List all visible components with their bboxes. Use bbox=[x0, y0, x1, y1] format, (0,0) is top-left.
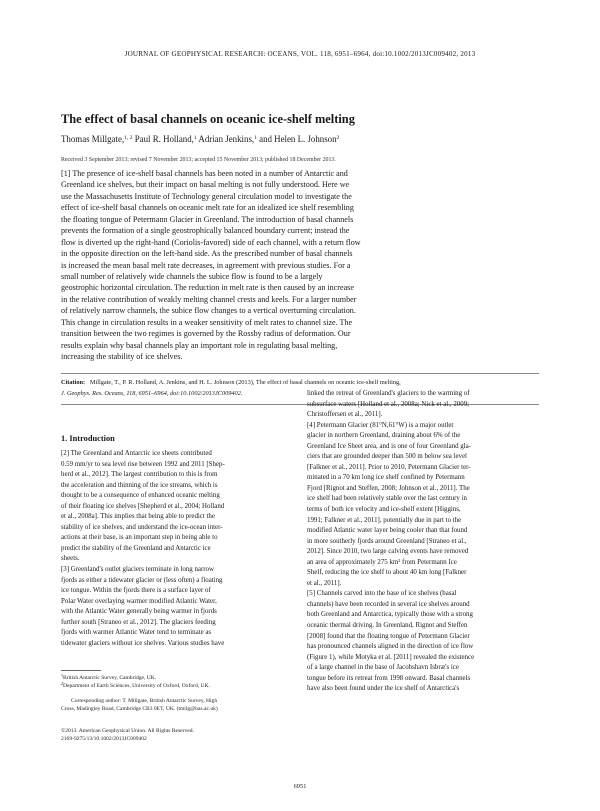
body-line: Shelf, reducing the ice shelf to about 40 km long [Falkner bbox=[307, 569, 467, 577]
citation-line: J. Geophys. Res. Oceans, 118, 6951–6964, doi:10.1002/2013JC009402. bbox=[61, 389, 243, 397]
abstract-line: increasing the stability of ice shelves. bbox=[61, 352, 183, 361]
page-number: 6951 bbox=[293, 783, 307, 790]
body-line: [3] Greenland's outlet glaciers terminate in long narrow bbox=[61, 566, 214, 574]
corresponding-line: Cross, Madingley Road, Cambridge CB3 0ET, UK. (tmilg@bas.ac.uk) bbox=[61, 706, 218, 713]
abstract bbox=[61, 168, 539, 362]
body-line: [4] Petermann Glacier (81°N,61°W) is a major outlet bbox=[307, 421, 454, 429]
footnote-rule bbox=[61, 670, 101, 671]
body-line: oceanic thermal driving. In Greenland, Rignot and Steffen bbox=[307, 622, 468, 630]
body-line: subsurface waters [Holland et al., 2008a; Nick et al., 2009; bbox=[307, 400, 470, 408]
running-head: JOURNAL OF GEOPHYSICAL RESEARCH: OCEANS, VOL. 118, 6951–6964, doi:10.1002/2013JC009402, 2013 bbox=[124, 50, 476, 58]
abstract-line: results explain why basal channels play an important role in regulating basal melting, bbox=[61, 340, 338, 350]
body-line: of a large channel in the base of Jacobshavn Isbræ's ice bbox=[307, 664, 459, 672]
section-heading: 1. Introduction bbox=[61, 434, 115, 443]
body-line: tongue before its retreat from 1998 onward. Basal channels bbox=[307, 674, 471, 682]
publication-dates: Received 3 September 2013; revised 7 November 2013; accepted 15 November 2013; published 18 December 2013. bbox=[61, 157, 336, 163]
body-line: linked the retreat of Greenland's glaciers to the warming of bbox=[307, 390, 470, 397]
citation-top-rule bbox=[61, 373, 539, 374]
affiliation-marker: 2 bbox=[336, 135, 340, 141]
body-line: [Falkner et al., 2011]. Prior to 2010, Petermann Glacier ter- bbox=[307, 463, 471, 471]
author-name: Paul R. Holland, bbox=[132, 134, 194, 144]
body-line: Polar Water overlaying warmer modified Atlantic Water, bbox=[61, 597, 217, 605]
body-line: 0.59 mm/yr to sea level rise between 1992 and 2011 [Shep- bbox=[61, 460, 225, 468]
abstract-line: effect of ice-shelf basal channels on oceanic melt rate for an idealized ice shelf resembling bbox=[61, 203, 354, 213]
body-line: terms of both ice velocity and ice-shelf extent [Higgins, bbox=[307, 506, 461, 514]
abstract-line: in the opposite direction on the left-hand side. As the prescribed number of basal channels bbox=[61, 249, 353, 259]
body-line: et al., 2008a]. This implies that being able to predict the bbox=[61, 513, 215, 521]
author-name: Adrian Jenkins, bbox=[196, 134, 255, 144]
left-column bbox=[61, 449, 293, 649]
body-line: [2008] found that the floating tongue of Petermann Glacier bbox=[307, 632, 470, 640]
author-name: Thomas Millgate, bbox=[61, 134, 125, 144]
abstract-line: flow is diverted up the right-hand (Coriolis-favored) side of each channel, with a return flow bbox=[61, 237, 361, 247]
affiliation-marker: 1 bbox=[61, 673, 63, 678]
body-line: Greenland Ice Sheet area, and is one of four Greenland gla- bbox=[307, 442, 471, 450]
body-line: 1991; Falkner et al., 2011], potentially due in part to the bbox=[307, 516, 462, 524]
body-line: ciers that are grounded deeper than 500 m below sea level bbox=[307, 453, 467, 461]
body-line: channels) have been recorded in several ice shelves around bbox=[307, 600, 470, 608]
abstract-line: This change in circulation results in a weaker sensitivity of melt rates to channel size. The bbox=[61, 317, 353, 327]
corresponding-author bbox=[61, 697, 301, 713]
body-line: et al., 2011]. bbox=[307, 579, 342, 587]
body-line: modified Atlantic water layer being cooler than that found bbox=[307, 527, 468, 535]
abstract-line: in the relative contribution of weakly melting channel crests and keels. For a larger number bbox=[61, 294, 357, 304]
body-line: glacier in northern Greenland, draining about 6% of the bbox=[307, 432, 461, 440]
abstract-line: is increased the mean basal melt rate decreases, in agreement with previous studies. For a bbox=[61, 260, 351, 270]
abstract-line: Greenland ice shelves, but their impact on basal melting is not fully understood. Here we bbox=[61, 180, 350, 190]
body-line: Fjord [Rignot and Steffen, 2008; Johnson et al., 2011]. The bbox=[307, 484, 470, 492]
body-line: herd et al., 2012]. The largest contribution to this is from bbox=[61, 471, 218, 479]
body-line: fjords with warmer Atlantic Water tend to terminate as bbox=[61, 629, 212, 637]
affiliation-line bbox=[61, 682, 301, 690]
body-line: actions at their base, is an important step in being able to bbox=[61, 534, 218, 542]
affiliation-marker: 1 bbox=[254, 135, 257, 141]
citation-line bbox=[61, 378, 541, 389]
body-line: predict the stability of the Greenland and Antarctic ice bbox=[61, 544, 211, 552]
author-name: and Helen L. Johnson bbox=[256, 134, 337, 144]
body-line: sheets. bbox=[61, 555, 80, 563]
citation-label: Citation: bbox=[61, 379, 86, 386]
abstract-line: geostrophic horizontal circulation. The reduction in melt rate is then caused by an increase bbox=[61, 283, 354, 293]
body-line: an area of approximately 275 km² from Petermann Ice bbox=[307, 558, 457, 566]
right-column bbox=[307, 389, 539, 695]
body-line: with the Atlantic Water generally being warmer in fjords bbox=[61, 608, 217, 616]
citation-text: Millgate, T., P. R. Holland, A. Jenkins, and H. L. Johnson (2013), The effect of basal channels on oceanic ice-shelf melting, bbox=[89, 379, 401, 386]
abstract-line: small number of relatively wide channels the subice flow is found to be a largely bbox=[61, 271, 323, 281]
body-line: has pronounced channels aligned in the direction of ice flow bbox=[307, 643, 474, 651]
abstract-line: the floating tongue of Petermann Glacier in Greenland. The introduction of basal channels bbox=[61, 214, 354, 224]
body-line: ice shelf had been relatively stable over the last century in bbox=[307, 495, 467, 503]
affiliation-text: Department of Earth Sciences, University of Oxford, Oxford, UK. bbox=[63, 683, 210, 690]
body-line: in more southerly fjords around Greenland [Straneo et al., bbox=[307, 537, 467, 545]
body-line: (Figure 1), while Motyka et al. [2011] revealed the existence bbox=[307, 653, 475, 661]
copyright-line: ©2013. American Geophysical Union. All Rights Reserved. bbox=[61, 728, 194, 734]
body-line: have also been found under the ice shelf of Antarctica's bbox=[307, 685, 460, 693]
affiliation-line bbox=[61, 674, 301, 682]
abstract-line: prevents the formation of a single geostrophically balanced boundary current; instead the bbox=[61, 226, 350, 236]
body-line: ice tongue. Within the fjords there is a surface layer of bbox=[61, 587, 211, 595]
copyright bbox=[61, 727, 301, 743]
body-line: stability of ice shelves, and understand the ice-ocean inter- bbox=[61, 523, 223, 531]
affiliation-text: British Antarctic Survey, Cambridge, UK. bbox=[63, 675, 157, 681]
body-line: further south [Straneo et al., 2012]. The glaciers feeding bbox=[61, 618, 216, 626]
body-line: of their floating ice shelves [Shepherd et al., 2004; Holland bbox=[61, 502, 225, 510]
author-list bbox=[61, 134, 339, 144]
abstract-line: use the Massachusetts Institute of Technology general circulation model to investigate the bbox=[61, 191, 352, 201]
body-line: both Greenland and Antarctica, typically those with a strong bbox=[307, 611, 473, 619]
affiliation-marker: 2 bbox=[61, 681, 63, 687]
body-line: thought to be a consequence of enhanced oceanic melting bbox=[61, 492, 220, 500]
article-title: The effect of basal channels on oceanic ice-shelf melting bbox=[61, 112, 355, 126]
abstract-line: transition between the two regimes is governed by the Rossby radius of deformation. Our bbox=[61, 329, 351, 339]
body-line: [2] The Greenland and Antarctic ice sheets contributed bbox=[61, 450, 212, 457]
corresponding-line: Corresponding author: T. Millgate, British Antarctic Survey, High bbox=[71, 698, 218, 704]
issn-line: 2169-9275/13/10.1002/2013JC009402 bbox=[61, 736, 147, 743]
affiliation-marker: 1, 2 bbox=[124, 135, 133, 141]
body-line: [5] Channels carved into the base of ice shelves (basal bbox=[307, 590, 457, 598]
body-line: tidewater glaciers without ice shelves. Various studies have bbox=[61, 639, 225, 647]
abstract-line: [1] The presence of ice-shelf basal channels has been noted in a number of Antarctic and bbox=[61, 169, 348, 178]
body-line: Christoffersen et al., 2011]. bbox=[307, 411, 383, 419]
body-line: 2012]. Since 2010, two large calving events have removed bbox=[307, 548, 469, 556]
body-line: minated in a 70 km long ice shelf confined by Petermann bbox=[307, 474, 465, 482]
abstract-line: of relatively narrow channels, the subice flow changes to a vertical overturning circulation. bbox=[61, 306, 356, 316]
body-line: the acceleration and thinning of the ice streams, which is bbox=[61, 481, 218, 489]
affiliation-marker: 1 bbox=[193, 135, 197, 141]
body-line: fjords as either a tidewater glacier or (less often) a floating bbox=[61, 576, 223, 584]
affiliations bbox=[61, 674, 301, 690]
